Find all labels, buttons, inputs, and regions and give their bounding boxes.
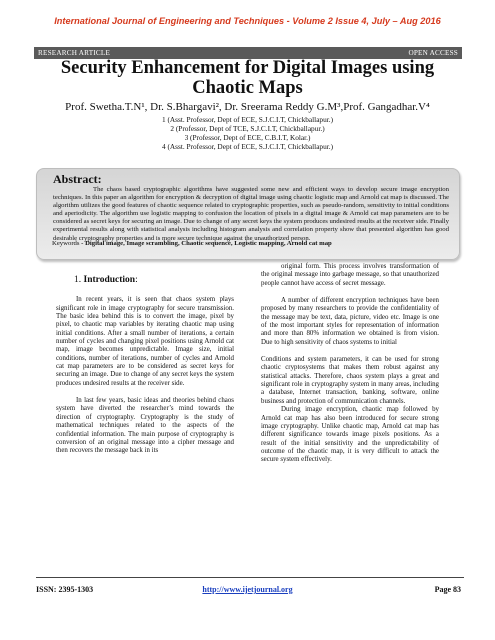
abstract-heading: Abstract: <box>53 172 102 186</box>
intro-paragraph-3: original form. This process involves transformation of the original message into garbage message, so that unauthorized people cannot have access of secret message. <box>261 263 439 287</box>
paper-title <box>30 58 465 98</box>
section-title: Introduction <box>83 275 136 285</box>
page-number: Page 83 <box>434 585 461 594</box>
affiliation-3: 3 (Professor, Dept of ECE, C.B.I.T, Kolar.) <box>184 133 311 142</box>
abstract-text: The chaos based cryptographic algorithms have suggested some new and efficient ways to develop secure image encryption techniques. In this paper an algorithm for encryption & decryption of digital image using chaotic logistic map and Arnold cat map is discussed. The algorithm utilizes the good features of chaotic sequence related to cryptographic properties, such as pseudo-random, sensitivity to initial conditions and aperiodicity. The algorithm use logistic mapping to confusion the location of pixels in a digital image & Arnold cat map parameters are to be considered as secret keys for securing an image. Due to change of any secret keys the system produces undesired results at the receiver side. Finally experimental results along with statistical analysis including histogram analysis and correlation property show that presented algorithm has good desirable cryptography properties and is more secure technique against the unauthorized person. <box>53 186 449 242</box>
section-heading <box>56 276 234 284</box>
intro-paragraph-2: In last few years, basic ideas and theories behind chaos system have diverted the researcher’s mind towards the direction of cryptography. Cryptography is the study of mathematical techniques related to the aspects of the confidential information. The main purpose of cryptography is conversion of an original message into a cipher message and then recovers the message back in its <box>56 397 234 455</box>
footer-divider <box>36 577 464 578</box>
intro-paragraph-5: Conditions and system parameters, it can be used for strong chaotic cryptosystems that makes them robust against any statistical attacks. Therefore, chaos system plays a great and significant role in cryptography system in many areas, including a database, Internet transaction, banking, software, online business and protection of communication channels. <box>261 356 439 405</box>
footer-issn: ISSN: 2395-1303 <box>36 585 94 594</box>
intro-paragraph-4: A number of different encryption techniques have been proposed by many researchers to provide the confidentiality of the message may be text, data, picture, video etc. Image is one of the most important styles for representation of information and more than 80% information we obtained is from vision. Due to high sensitivity of chaos systems to initial <box>261 297 439 346</box>
intro-paragraph-6: During image encryption, chaotic map followed by Arnold cat map has also been introduced for secure strong image cryptography. Unlike chaotic map, Arnold cat map has different significance towards image pixels positions. As a result of the initial sensitivity and the unpredictability of outcome of the chaotic map, it is very difficult to attack the secure system effectively. <box>261 406 439 464</box>
affiliation-2: 2 (Professor, Dept of TCE, S.J.C.I.T, Chickballapur.) <box>170 124 325 133</box>
paper-title-line-2: Chaotic Maps <box>192 78 303 98</box>
affiliation-1: 1 (Asst. Professor, Dept of ECE, S.J.C.I.T, Chickballapur.) <box>161 115 334 124</box>
section-colon: : <box>135 275 138 285</box>
journal-link[interactable]: http://www.ijetjournal.org <box>202 585 293 594</box>
open-access-label: OPEN ACCESS <box>408 48 458 57</box>
affiliation-4: 4 (Asst. Professor, Dept of ECE, S.J.C.I.T, Chickballapur.) <box>161 142 334 151</box>
footer-url-wrap <box>0 585 495 594</box>
left-column <box>56 276 234 456</box>
right-column <box>261 263 439 465</box>
journal-title: International Journal of Engineering and Techniques - Volume 2 Issue 4, July – Aug 2016 <box>54 16 441 26</box>
section-number: 1. <box>74 275 82 285</box>
keywords-line <box>52 240 452 247</box>
intro-paragraph-1: In recent years, it is seen that chaos system plays significant role in image cryptography for secure transmission. The basic idea behind this is to convert the image, pixel by pixel, to chaotic map variables by iterating chaotic map using initial conditions. After a small number of iterations, a certain number of cycles and changing pixel positions using Arnold cat map, image becomes unpredictable. Image size, initial conditions, number of iterations, number of cycles and Arnold cat map parameters are to be considered as secret keys for securing an image. Due to change of any secret keys the system produces undesired results at the receiver side. <box>56 296 234 387</box>
keywords-list: - Digital image, Image scrambling, Chaotic sequence, Logistic mapping, Arnold cat map <box>79 240 332 247</box>
keywords-label: Keywords <box>52 240 80 247</box>
paper-title-line-1: Security Enhancement for Digital Images using <box>60 58 435 78</box>
authors-line: Prof. Swetha.T.N¹, Dr. S.Bhargavi², Dr. Sreerama Reddy G.M³,Prof. Gangadhar.V⁴ <box>65 101 430 113</box>
article-type-label: RESEARCH ARTICLE <box>38 48 111 57</box>
